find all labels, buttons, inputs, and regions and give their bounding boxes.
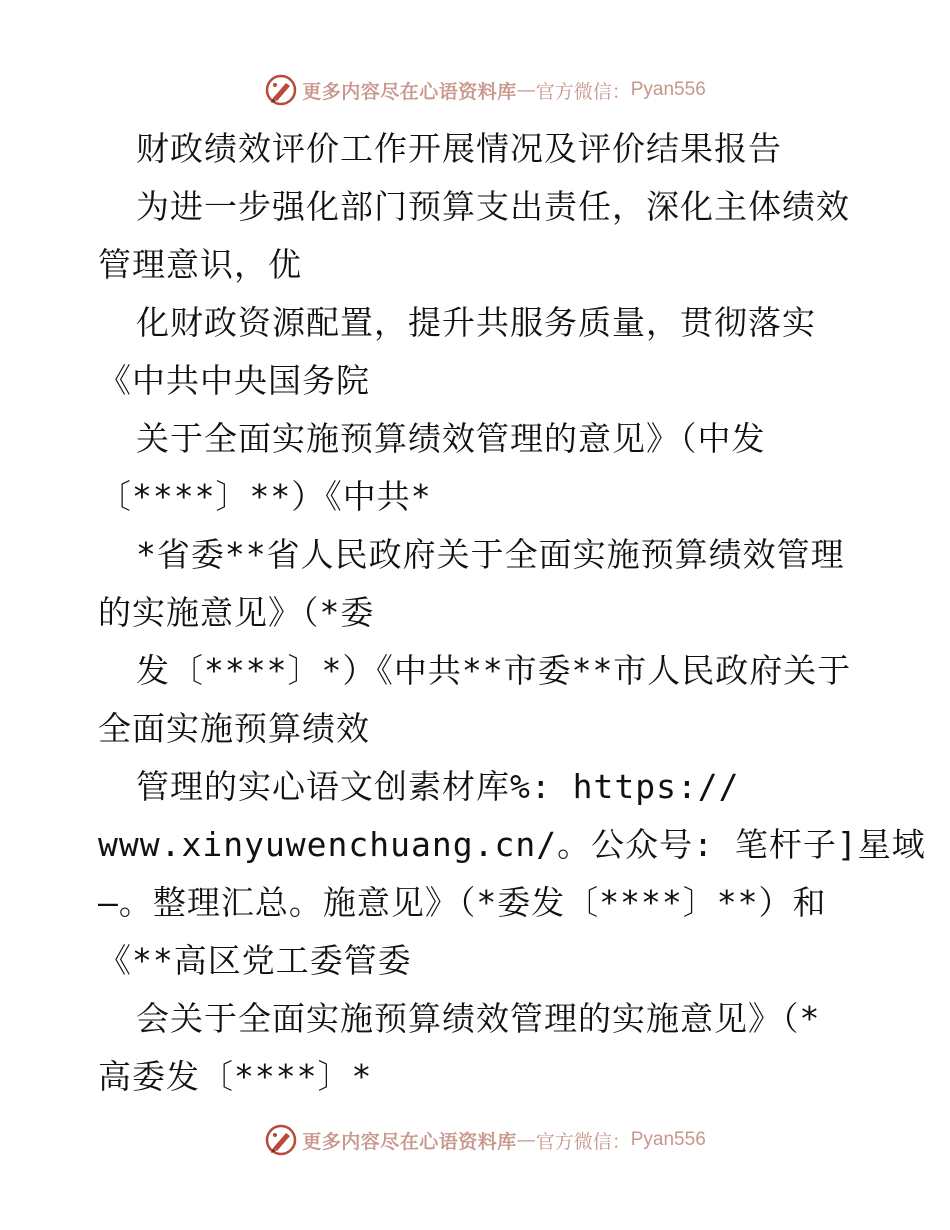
paragraph-line: 管理的实心语文创素材库%: https:// bbox=[136, 767, 740, 806]
paragraph-line: 《中共中央国务院 bbox=[98, 361, 370, 400]
paragraph-line: 为进一步强化部门预算支出责任，深化主体绩效 bbox=[136, 187, 850, 226]
document-title: 财政绩效评价工作开展情况及评价结果报告 bbox=[136, 129, 782, 168]
paragraph-line: 发〔****〕*）《中共**市委**市人民政府关于 bbox=[136, 651, 852, 690]
document-body bbox=[98, 120, 926, 1106]
pen-circle-logo-icon bbox=[264, 1123, 298, 1157]
wechat-label: 官方微信： bbox=[535, 80, 631, 103]
paragraph-line: 《**高区党工委管委 bbox=[98, 941, 412, 980]
pen-circle-logo-icon bbox=[264, 73, 298, 107]
wechat-id: Pyan556 bbox=[630, 79, 706, 100]
paragraph-line: 全面实施预算绩效 bbox=[98, 709, 370, 748]
paragraph-line: www.xinyuwenchuang.cn/。公众号: 笔杆子]星域 bbox=[98, 825, 926, 864]
header-banner-inner bbox=[264, 73, 706, 107]
promo-text: 更多内容尽在心语资料库 bbox=[302, 80, 517, 103]
paragraph-line: 管理意识，优 bbox=[98, 245, 302, 284]
footer-banner-inner bbox=[264, 1123, 706, 1157]
paragraph-line: 〔****〕**）《中共* bbox=[98, 477, 432, 516]
paragraph-line: 化财政资源配置，提升共服务质量，贯彻落实 bbox=[136, 303, 816, 342]
paragraph-line: 会关于全面实施预算绩效管理的实施意见》（* bbox=[136, 999, 821, 1038]
banner-separator: — bbox=[516, 1129, 536, 1151]
banner-separator: — bbox=[516, 79, 536, 101]
wechat-id: Pyan556 bbox=[630, 1129, 706, 1150]
header-banner bbox=[0, 70, 950, 110]
footer-banner bbox=[0, 1120, 950, 1160]
promo-text: 更多内容尽在心语资料库 bbox=[302, 1130, 517, 1153]
paragraph-line: 的实施意见》（*委 bbox=[98, 593, 375, 632]
paragraph-line: *省委**省人民政府关于全面实施预算绩效管理 bbox=[136, 535, 845, 574]
paragraph-line: 关于全面实施预算绩效管理的意见》（中发 bbox=[136, 419, 766, 458]
wechat-label: 官方微信： bbox=[535, 1130, 631, 1153]
paragraph-line: —。整理汇总。施意见》（*委发〔****〕**）和 bbox=[98, 883, 827, 922]
paragraph-line: 高委发〔****〕* bbox=[98, 1057, 373, 1096]
